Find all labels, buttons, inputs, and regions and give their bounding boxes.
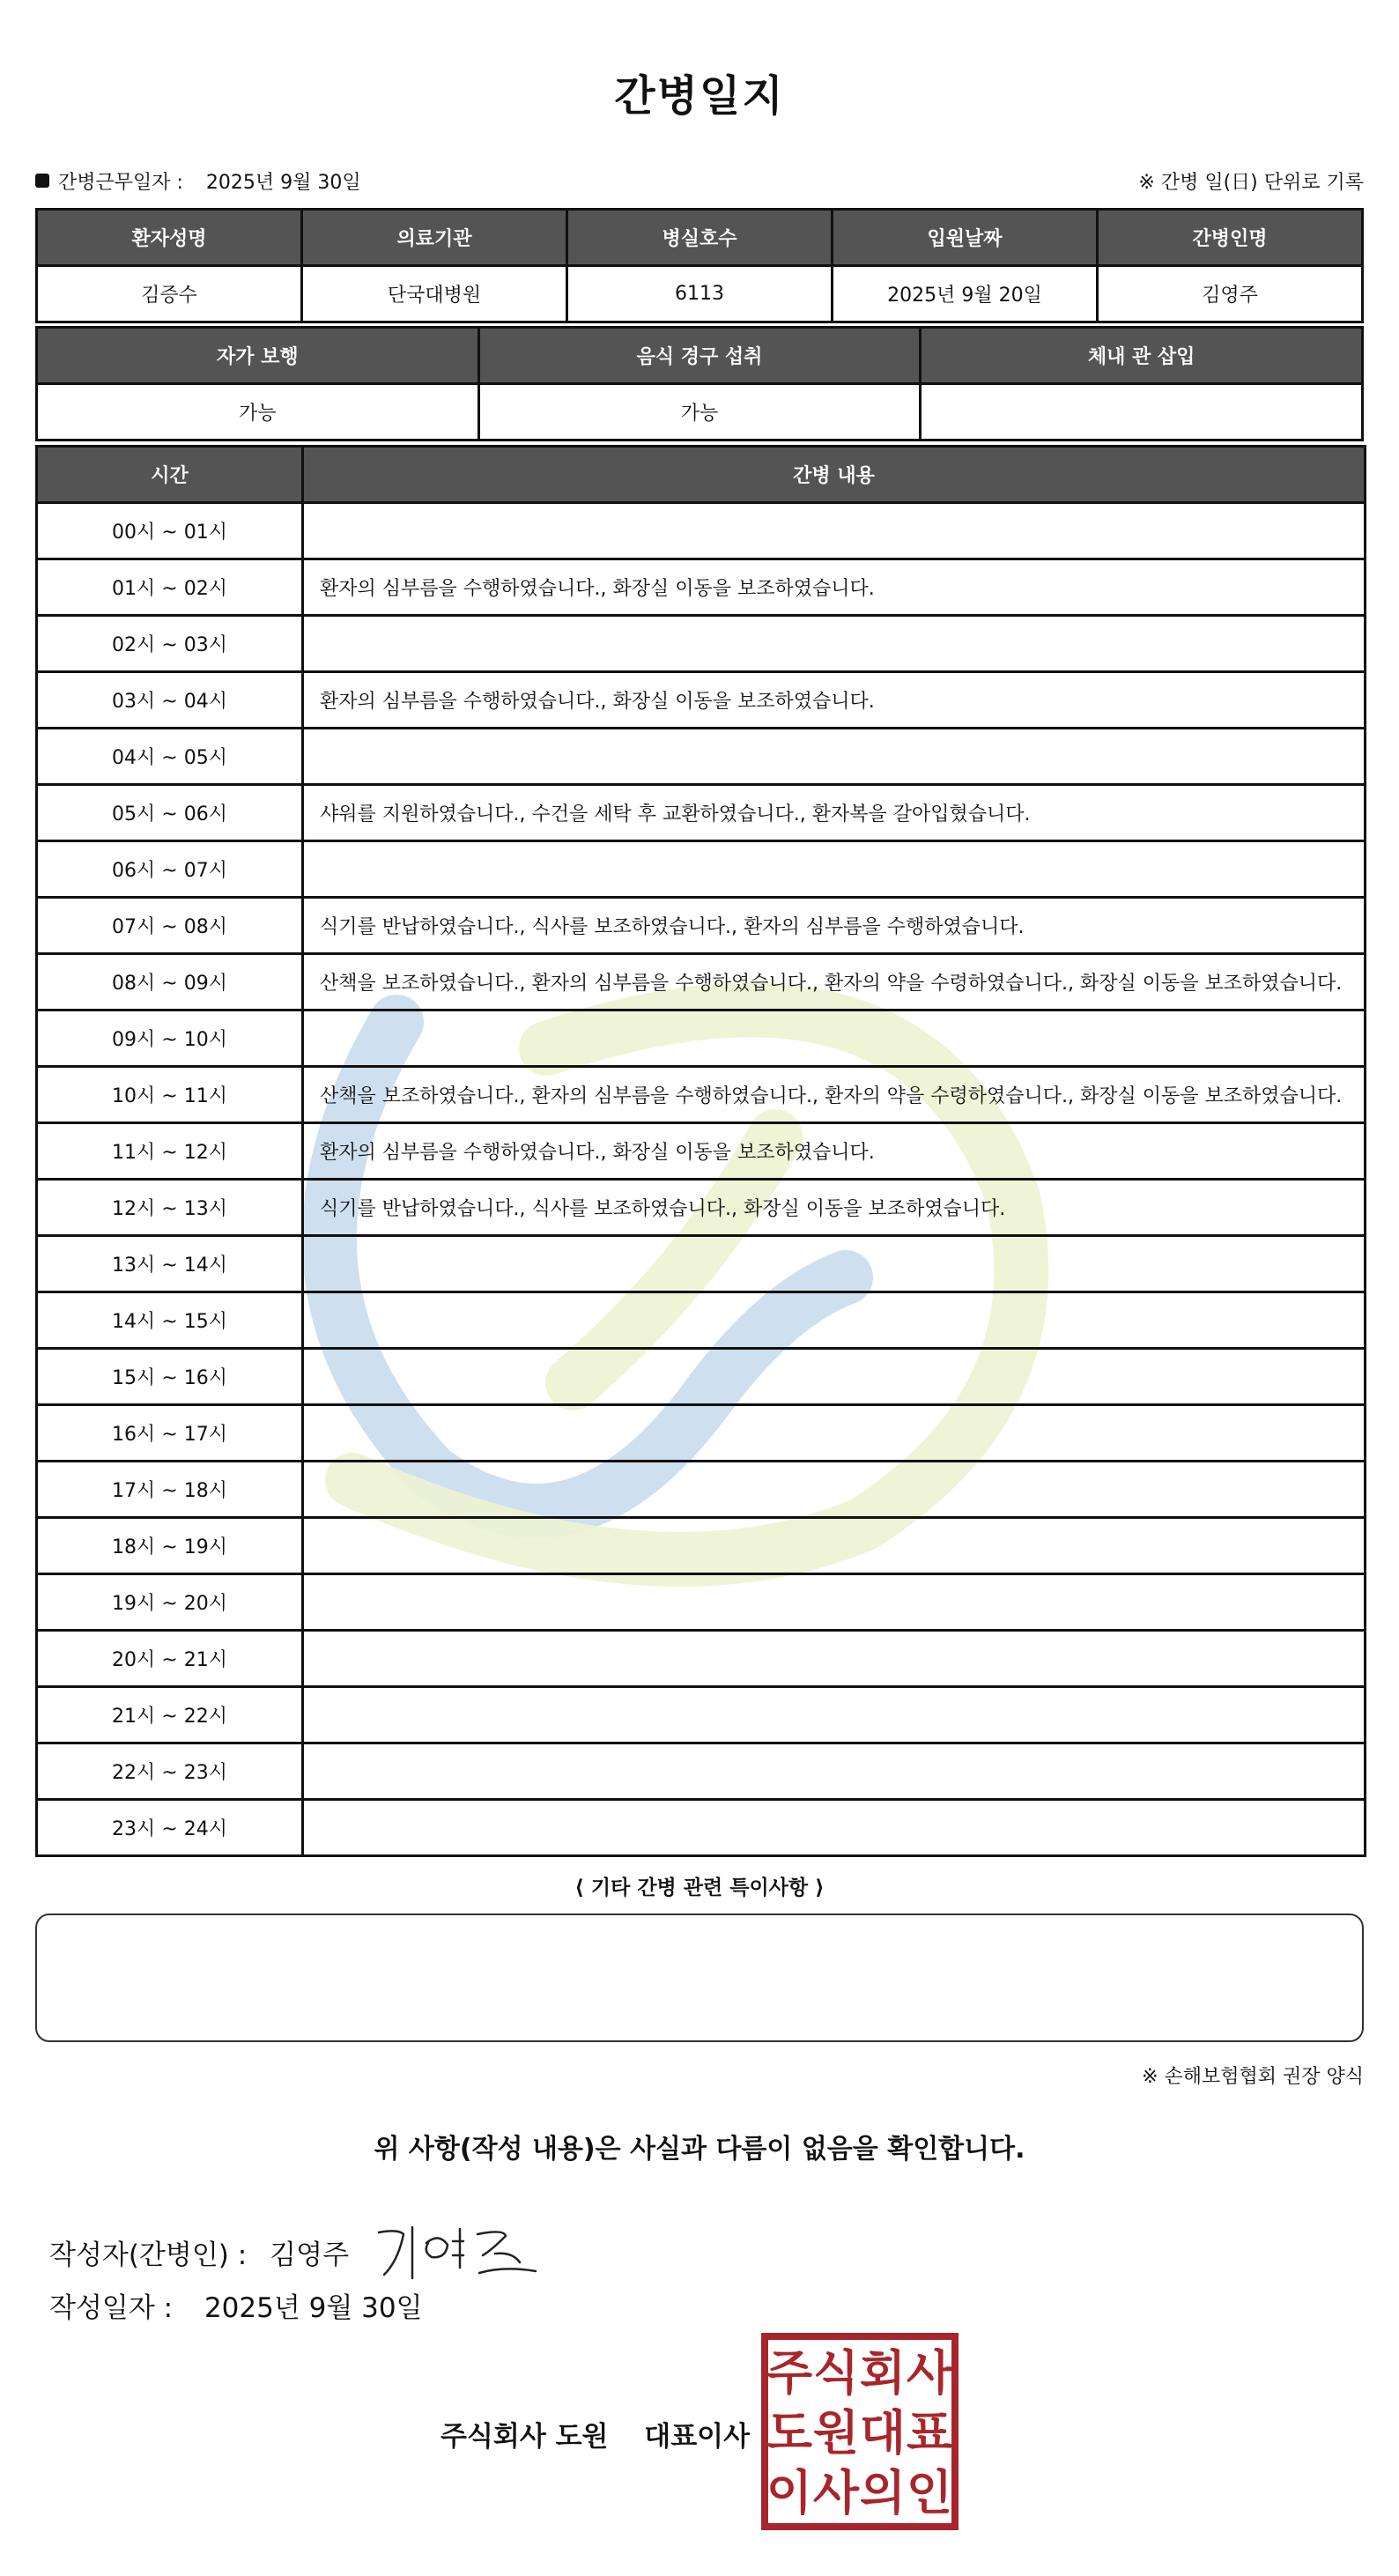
handwritten-signature	[372, 2217, 548, 2287]
care-log-header-row	[37, 447, 1366, 503]
table-row	[37, 1010, 1366, 1067]
time-cell: 05시 ~ 06시	[37, 785, 303, 841]
care-content-cell	[303, 1800, 1366, 1856]
table-row	[37, 616, 1366, 672]
company-line	[440, 2414, 750, 2454]
time-cell: 13시 ~ 14시	[37, 1236, 303, 1292]
care-content-cell	[303, 1292, 1366, 1349]
unit-note: ※ 간병 일(日) 단위로 기록	[1138, 171, 1364, 194]
care-content-cell	[303, 1462, 1366, 1518]
time-cell: 03시 ~ 04시	[37, 672, 303, 729]
header-care-content: 간병 내용	[303, 447, 1366, 503]
care-content-cell	[303, 616, 1366, 672]
header-time: 시간	[37, 447, 303, 503]
time-cell: 16시 ~ 17시	[37, 1405, 303, 1462]
value-room-number: 6113	[567, 266, 833, 322]
confirm-statement: 위 사항(작성 내용)은 사실과 다름이 없음을 확인합니다.	[374, 2134, 1025, 2165]
patient-info-header-row	[37, 210, 1363, 266]
time-cell: 19시 ~ 20시	[37, 1574, 303, 1631]
time-cell: 06시 ~ 07시	[37, 841, 303, 898]
table-row	[37, 1574, 1366, 1631]
writer-name: 김영주	[270, 2239, 350, 2271]
time-cell: 18시 ~ 19시	[37, 1518, 303, 1574]
care-content-cell: 샤워를 지원하였습니다., 수건을 세탁 후 교환하였습니다., 환자복을 갈아입혔습니다.	[303, 785, 1366, 841]
table-row	[37, 954, 1366, 1010]
header-caregiver-name: 간병인명	[1098, 210, 1363, 266]
time-cell: 11시 ~ 12시	[37, 1123, 303, 1180]
seal-character: 사	[906, 2345, 953, 2401]
care-content-cell	[303, 1743, 1366, 1800]
seal-character: 회	[859, 2345, 907, 2401]
care-log-body	[37, 503, 1366, 1856]
time-cell: 17시 ~ 18시	[37, 1462, 303, 1518]
header-admission-date: 입원날짜	[833, 210, 1098, 266]
write-date-line	[49, 2285, 423, 2325]
care-content-cell: 산책을 보조하였습니다., 환자의 심부름을 수행하였습니다., 환자의 약을 수령하였습니다., 화장실 이동을 보조하였습니다.	[303, 1067, 1366, 1123]
table-row	[37, 1631, 1366, 1687]
table-row	[37, 1405, 1366, 1462]
work-date-line	[35, 167, 1364, 194]
time-cell: 20시 ~ 21시	[37, 1631, 303, 1687]
value-caregiver-name: 김영주	[1098, 266, 1363, 322]
seal-character: 식	[812, 2345, 860, 2401]
care-content-cell	[303, 1687, 1366, 1743]
write-date-value: 2025년 9월 30일	[204, 2292, 423, 2324]
page-title: 간병일지	[614, 71, 785, 121]
seal-character: 표	[906, 2405, 953, 2461]
table-row	[37, 729, 1366, 785]
care-content-cell	[303, 1574, 1366, 1631]
time-cell: 02시 ~ 03시	[37, 616, 303, 672]
bullet-square-icon	[35, 174, 49, 188]
care-log-table	[35, 445, 1366, 1857]
time-cell: 14시 ~ 15시	[37, 1292, 303, 1349]
patient-status-value-row	[37, 384, 1363, 440]
table-row	[37, 1067, 1366, 1123]
time-cell: 12시 ~ 13시	[37, 1180, 303, 1236]
time-cell: 23시 ~ 24시	[37, 1800, 303, 1856]
header-tube-insertion: 체내 관 삽입	[921, 328, 1363, 384]
work-date-value: 2025년 9월 30일	[205, 171, 361, 194]
seal-character: 의	[859, 2465, 907, 2520]
care-content-cell	[303, 1405, 1366, 1462]
time-cell: 15시 ~ 16시	[37, 1349, 303, 1405]
table-row	[37, 1687, 1366, 1743]
header-patient-name: 환자성명	[37, 210, 302, 266]
header-oral-intake: 음식 경구 섭취	[478, 328, 921, 384]
table-row	[37, 1518, 1366, 1574]
writer-line	[49, 2217, 548, 2287]
seal-character: 인	[906, 2465, 953, 2520]
header-hospital: 의료기관	[302, 210, 567, 266]
work-date-group	[35, 167, 361, 195]
table-row	[37, 785, 1366, 841]
table-row	[37, 1800, 1366, 1856]
seal-character: 이	[766, 2465, 813, 2520]
care-content-cell: 식기를 반납하였습니다., 식사를 보조하였습니다., 환자의 심부름을 수행하였습니다.	[303, 898, 1366, 954]
time-cell: 21시 ~ 22시	[37, 1687, 303, 1743]
patient-info-value-row	[37, 266, 1363, 322]
company-seal-stamp	[759, 2331, 960, 2532]
table-row	[37, 672, 1366, 729]
header-self-walking: 자가 보행	[37, 328, 479, 384]
care-content-cell	[303, 729, 1366, 785]
seal-character: 주	[766, 2345, 813, 2401]
table-row	[37, 1349, 1366, 1405]
value-tube-insertion	[921, 384, 1363, 440]
time-cell: 00시 ~ 01시	[37, 503, 303, 559]
care-content-cell: 환자의 심부름을 수행하였습니다., 화장실 이동을 보조하였습니다.	[303, 1123, 1366, 1180]
table-row	[37, 841, 1366, 898]
seal-lettering	[766, 2345, 953, 2520]
care-content-cell	[303, 1631, 1366, 1687]
work-date-label: 간병근무일자 :	[58, 171, 183, 194]
care-content-cell	[303, 1349, 1366, 1405]
patient-status-header-row	[37, 328, 1363, 384]
table-row	[37, 1462, 1366, 1518]
notes-title: ⟨ 기타 간병 관련 특이사항 ⟩	[574, 1876, 825, 1899]
care-content-cell: 산책을 보조하였습니다., 환자의 심부름을 수행하였습니다., 환자의 약을 수령하였습니다., 화장실 이동을 보조하였습니다.	[303, 954, 1366, 1010]
time-cell: 01시 ~ 02시	[37, 559, 303, 616]
table-row	[37, 1743, 1366, 1800]
time-cell: 07시 ~ 08시	[37, 898, 303, 954]
value-patient-name: 김증수	[37, 266, 302, 322]
table-row	[37, 1236, 1366, 1292]
recommend-note: ※ 손해보험협회 권장 양식	[1142, 2066, 1364, 2088]
care-content-cell	[303, 503, 1366, 559]
care-content-cell	[303, 841, 1366, 898]
care-content-cell: 환자의 심부름을 수행하였습니다., 화장실 이동을 보조하였습니다.	[303, 559, 1366, 616]
notes-box	[35, 1913, 1364, 2042]
seal-character: 사	[812, 2465, 860, 2520]
value-hospital: 단국대병원	[302, 266, 567, 322]
care-content-cell	[303, 1010, 1366, 1067]
seal-character: 도	[766, 2405, 813, 2461]
table-row	[37, 559, 1366, 616]
time-cell: 10시 ~ 11시	[37, 1067, 303, 1123]
write-date-label: 작성일자 :	[49, 2292, 174, 2324]
value-admission-date: 2025년 9월 20일	[833, 266, 1098, 322]
patient-status-table	[35, 326, 1364, 441]
care-content-cell: 환자의 심부름을 수행하였습니다., 화장실 이동을 보조하였습니다.	[303, 672, 1366, 729]
care-content-cell	[303, 1518, 1366, 1574]
time-cell: 22시 ~ 23시	[37, 1743, 303, 1800]
time-cell: 08시 ~ 09시	[37, 954, 303, 1010]
table-row	[37, 503, 1366, 559]
company-representative: 대표이사	[644, 2421, 751, 2453]
table-row	[37, 1292, 1366, 1349]
table-row	[37, 898, 1366, 954]
value-self-walking: 가능	[37, 384, 479, 440]
patient-info-table	[35, 208, 1364, 323]
time-cell: 09시 ~ 10시	[37, 1010, 303, 1067]
writer-label: 작성자(간병인) :	[49, 2239, 248, 2271]
table-row	[37, 1180, 1366, 1236]
care-content-cell	[303, 1236, 1366, 1292]
care-content-cell: 식기를 반납하였습니다., 식사를 보조하였습니다., 화장실 이동을 보조하였습니다.	[303, 1180, 1366, 1236]
header-room-number: 병실호수	[567, 210, 833, 266]
seal-character: 원	[812, 2405, 860, 2461]
seal-character: 대	[859, 2405, 907, 2461]
value-oral-intake: 가능	[478, 384, 921, 440]
table-row	[37, 1123, 1366, 1180]
time-cell: 04시 ~ 05시	[37, 729, 303, 785]
company-name: 주식회사 도원	[440, 2421, 609, 2453]
